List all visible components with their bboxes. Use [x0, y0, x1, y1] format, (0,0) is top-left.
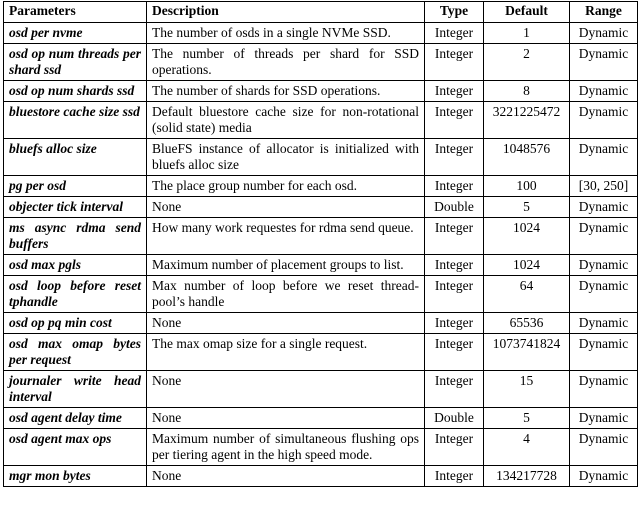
- type-cell: Integer: [425, 371, 484, 408]
- table-row: [4, 255, 638, 276]
- parameter-name-cell: osd op num shards ssd: [4, 81, 147, 102]
- table-row: [4, 218, 638, 255]
- table-row: [4, 139, 638, 176]
- default-value-cell: 4: [484, 429, 570, 466]
- range-cell: Dynamic: [570, 81, 638, 102]
- type-cell: Double: [425, 408, 484, 429]
- parameter-name-cell: osd loop before reset tphandle: [4, 276, 147, 313]
- description-cell: Maximum number of simultaneous flushing ops per tiering agent in the high speed mode.: [147, 429, 425, 466]
- parameter-name-cell: osd agent delay time: [4, 408, 147, 429]
- header-row: [4, 2, 638, 23]
- table-row: [4, 334, 638, 371]
- type-cell: Integer: [425, 255, 484, 276]
- default-value-cell: 15: [484, 371, 570, 408]
- description-cell: None: [147, 197, 425, 218]
- description-cell: None: [147, 408, 425, 429]
- default-value-cell: 1024: [484, 255, 570, 276]
- parameter-name-cell: journaler write head interval: [4, 371, 147, 408]
- table-row: [4, 408, 638, 429]
- description-cell: None: [147, 371, 425, 408]
- table-row: [4, 371, 638, 408]
- header-parameters: Parameters: [4, 2, 147, 23]
- range-cell: Dynamic: [570, 334, 638, 371]
- range-cell: Dynamic: [570, 466, 638, 487]
- default-value-cell: 2: [484, 44, 570, 81]
- default-value-cell: 8: [484, 81, 570, 102]
- header-range: Range: [570, 2, 638, 23]
- range-cell: Dynamic: [570, 218, 638, 255]
- type-cell: Integer: [425, 466, 484, 487]
- default-value-cell: 1073741824: [484, 334, 570, 371]
- description-cell: Default bluestore cache size for non-rotational (solid state) media: [147, 102, 425, 139]
- parameter-name-cell: ms async rdma send buffers: [4, 218, 147, 255]
- table-row: [4, 81, 638, 102]
- type-cell: Double: [425, 197, 484, 218]
- parameter-name-cell: osd max pgls: [4, 255, 147, 276]
- type-cell: Integer: [425, 334, 484, 371]
- description-cell: Maximum number of placement groups to list.: [147, 255, 425, 276]
- type-cell: Integer: [425, 276, 484, 313]
- type-cell: Integer: [425, 23, 484, 44]
- header-type: Type: [425, 2, 484, 23]
- range-cell: Dynamic: [570, 255, 638, 276]
- type-cell: Integer: [425, 102, 484, 139]
- range-cell: Dynamic: [570, 102, 638, 139]
- description-cell: None: [147, 466, 425, 487]
- range-cell: Dynamic: [570, 139, 638, 176]
- description-cell: Max number of loop before we reset thread-pool’s handle: [147, 276, 425, 313]
- table-row: [4, 197, 638, 218]
- parameter-name-cell: bluefs alloc size: [4, 139, 147, 176]
- description-cell: None: [147, 313, 425, 334]
- table-row: [4, 429, 638, 466]
- table-row: [4, 176, 638, 197]
- range-cell: Dynamic: [570, 23, 638, 44]
- type-cell: Integer: [425, 313, 484, 334]
- default-value-cell: 100: [484, 176, 570, 197]
- table-row: [4, 313, 638, 334]
- default-value-cell: 64: [484, 276, 570, 313]
- range-cell: Dynamic: [570, 371, 638, 408]
- default-value-cell: 1: [484, 23, 570, 44]
- parameter-name-cell: osd op num threads per shard ssd: [4, 44, 147, 81]
- default-value-cell: 5: [484, 197, 570, 218]
- parameter-name-cell: osd per nvme: [4, 23, 147, 44]
- parameter-name-cell: osd op pq min cost: [4, 313, 147, 334]
- description-cell: How many work requestes for rdma send queue.: [147, 218, 425, 255]
- type-cell: Integer: [425, 81, 484, 102]
- range-cell: [30, 250]: [570, 176, 638, 197]
- default-value-cell: 5: [484, 408, 570, 429]
- default-value-cell: 1024: [484, 218, 570, 255]
- type-cell: Integer: [425, 44, 484, 81]
- range-cell: Dynamic: [570, 197, 638, 218]
- parameter-name-cell: osd agent max ops: [4, 429, 147, 466]
- table-row: [4, 23, 638, 44]
- default-value-cell: 134217728: [484, 466, 570, 487]
- parameter-name-cell: osd max omap bytes per request: [4, 334, 147, 371]
- description-cell: The number of osds in a single NVMe SSD.: [147, 23, 425, 44]
- parameter-name-cell: objecter tick interval: [4, 197, 147, 218]
- default-value-cell: 3221225472: [484, 102, 570, 139]
- header-default: Default: [484, 2, 570, 23]
- type-cell: Integer: [425, 176, 484, 197]
- description-cell: The max omap size for a single request.: [147, 334, 425, 371]
- table-row: [4, 44, 638, 81]
- range-cell: Dynamic: [570, 408, 638, 429]
- default-value-cell: 1048576: [484, 139, 570, 176]
- range-cell: Dynamic: [570, 44, 638, 81]
- table-row: [4, 276, 638, 313]
- range-cell: Dynamic: [570, 429, 638, 466]
- description-cell: The place group number for each osd.: [147, 176, 425, 197]
- default-value-cell: 65536: [484, 313, 570, 334]
- type-cell: Integer: [425, 139, 484, 176]
- header-description: Description: [147, 2, 425, 23]
- parameter-name-cell: bluestore cache size ssd: [4, 102, 147, 139]
- description-cell: BlueFS instance of allocator is initialized with bluefs alloc size: [147, 139, 425, 176]
- description-cell: The number of threads per shard for SSD operations.: [147, 44, 425, 81]
- range-cell: Dynamic: [570, 313, 638, 334]
- range-cell: Dynamic: [570, 276, 638, 313]
- table-row: [4, 466, 638, 487]
- table-row: [4, 102, 638, 139]
- parameter-name-cell: pg per osd: [4, 176, 147, 197]
- parameter-name-cell: mgr mon bytes: [4, 466, 147, 487]
- parameters-table: [3, 1, 638, 487]
- type-cell: Integer: [425, 218, 484, 255]
- type-cell: Integer: [425, 429, 484, 466]
- description-cell: The number of shards for SSD operations.: [147, 81, 425, 102]
